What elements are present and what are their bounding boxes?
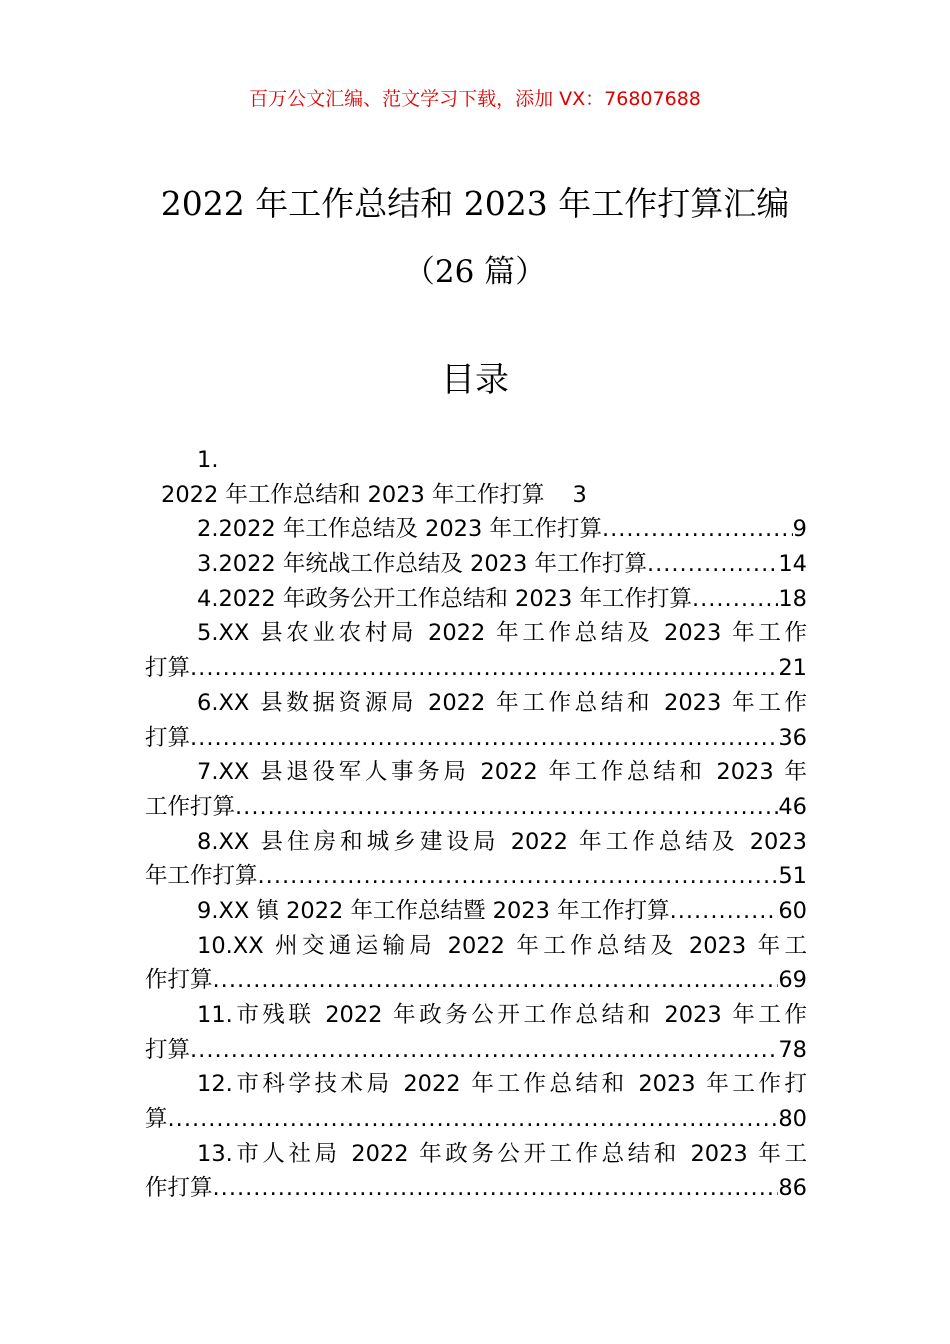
toc-entry-4[interactable] <box>145 582 807 617</box>
toc-entry-7-line2[interactable] <box>145 790 807 825</box>
toc-entry-10-line2[interactable] <box>145 963 807 998</box>
toc-entry-10-line1[interactable]: 10.XX 州交通运输局 2022 年工作总结及 2023 年工 <box>197 932 807 959</box>
toc-entry-title: 作打算 <box>145 1175 213 1202</box>
toc-entry-title: 打算 <box>145 724 191 751</box>
toc-entry-8-line2[interactable] <box>145 859 807 894</box>
toc-entry-title: 算 <box>145 1106 168 1133</box>
toc-entry-page: 51 <box>778 863 807 890</box>
toc-entry-1[interactable] <box>145 478 807 513</box>
toc-entry-2[interactable] <box>145 512 807 547</box>
document-title: 2022 年工作总结和 2023 年工作打算汇编 <box>160 184 790 223</box>
toc-entry-page: 80 <box>778 1106 807 1133</box>
toc-entry-page: 69 <box>778 967 807 994</box>
toc-entry-title: 4.2022 年政务公开工作总结和 2023 年工作打算 <box>197 585 692 612</box>
toc-entry-title: 3.2022 年统战工作总结及 2023 年工作打算 <box>197 551 647 578</box>
toc-entry-page: 3 <box>572 481 587 508</box>
toc-entry-12-line1[interactable]: 12.市科学技术局 2022 年工作总结和 2023 年工作打 <box>197 1071 807 1098</box>
toc-entry-title: 9.XX 镇 2022 年工作总结暨 2023 年工作打算 <box>197 897 670 924</box>
toc-leader-dots <box>692 582 778 617</box>
toc-entry-title: 年工作打算 <box>145 863 258 890</box>
toc-entry-1-number[interactable]: 1. <box>197 447 219 473</box>
toc-entry-page: 21 <box>778 655 807 682</box>
toc-leader-dots <box>190 1033 778 1068</box>
toc-leader-dots <box>647 547 778 582</box>
toc-entry-7-line1[interactable]: 7.XX 县退役军人事务局 2022 年工作总结和 2023 年 <box>197 759 807 786</box>
toc-entry-13-line1[interactable]: 13.市人社局 2022 年政务公开工作总结和 2023 年工 <box>197 1140 807 1167</box>
toc-leader-dots <box>213 963 779 998</box>
toc-leader-dots <box>190 651 778 686</box>
document-subtitle: （26 篇） <box>403 254 547 290</box>
toc-leader-dots <box>213 1171 779 1206</box>
toc-entry-5-line1[interactable]: 5.XX 县农业农村局 2022 年工作总结及 2023 年工作 <box>197 620 807 647</box>
toc-leader-dots <box>602 512 793 547</box>
toc-entry-page: 18 <box>778 585 807 612</box>
toc-entry-page: 86 <box>778 1175 807 1202</box>
header-note: 百万公文汇编、范文学习下载，添加 VX：76807688 <box>249 88 701 110</box>
toc-entry-5-line2[interactable] <box>145 651 807 686</box>
toc-entry-title: 工作打算 <box>145 793 236 820</box>
toc-entry-6-line2[interactable] <box>145 721 807 756</box>
toc-entry-page: 78 <box>778 1036 807 1063</box>
toc-entry-page: 14 <box>778 551 807 578</box>
toc-entry-11-line2[interactable] <box>145 1033 807 1068</box>
toc-entry-12-line2[interactable] <box>145 1102 807 1137</box>
toc-entry-8-line1[interactable]: 8.XX 县住房和城乡建设局 2022 年工作总结及 2023 <box>197 828 807 855</box>
toc-entry-9[interactable] <box>145 894 807 929</box>
toc-entry-6-line1[interactable]: 6.XX 县数据资源局 2022 年工作总结和 2023 年工作 <box>197 689 807 716</box>
toc-entry-title: 打算 <box>145 1036 191 1063</box>
toc-entry-title: 2022 年工作总结和 2023 年工作打算 <box>161 481 545 508</box>
toc-entry-page: 60 <box>778 897 807 924</box>
toc-leader-dots <box>168 1102 779 1137</box>
toc-leader-dots <box>190 721 778 756</box>
toc-entry-title: 打算 <box>145 655 191 682</box>
toc-leader-dots <box>235 790 778 825</box>
toc-entry-title: 2.2022 年工作总结及 2023 年工作打算 <box>197 516 602 543</box>
toc-entry-page: 9 <box>792 516 807 543</box>
toc-entry-13-line2[interactable] <box>145 1171 807 1206</box>
toc-entry-page: 46 <box>778 793 807 820</box>
toc-entry-title: 作打算 <box>145 967 213 994</box>
toc-leader-dots <box>258 859 779 894</box>
toc-leader-dots <box>670 894 779 929</box>
toc-entry-page: 36 <box>778 724 807 751</box>
toc-entry-11-line1[interactable]: 11.市残联 2022 年政务公开工作总结和 2023 年工作 <box>197 1002 807 1028</box>
toc-heading: 目录 <box>441 360 509 400</box>
toc-entry-3[interactable] <box>145 547 807 582</box>
table-of-contents <box>145 443 807 1206</box>
